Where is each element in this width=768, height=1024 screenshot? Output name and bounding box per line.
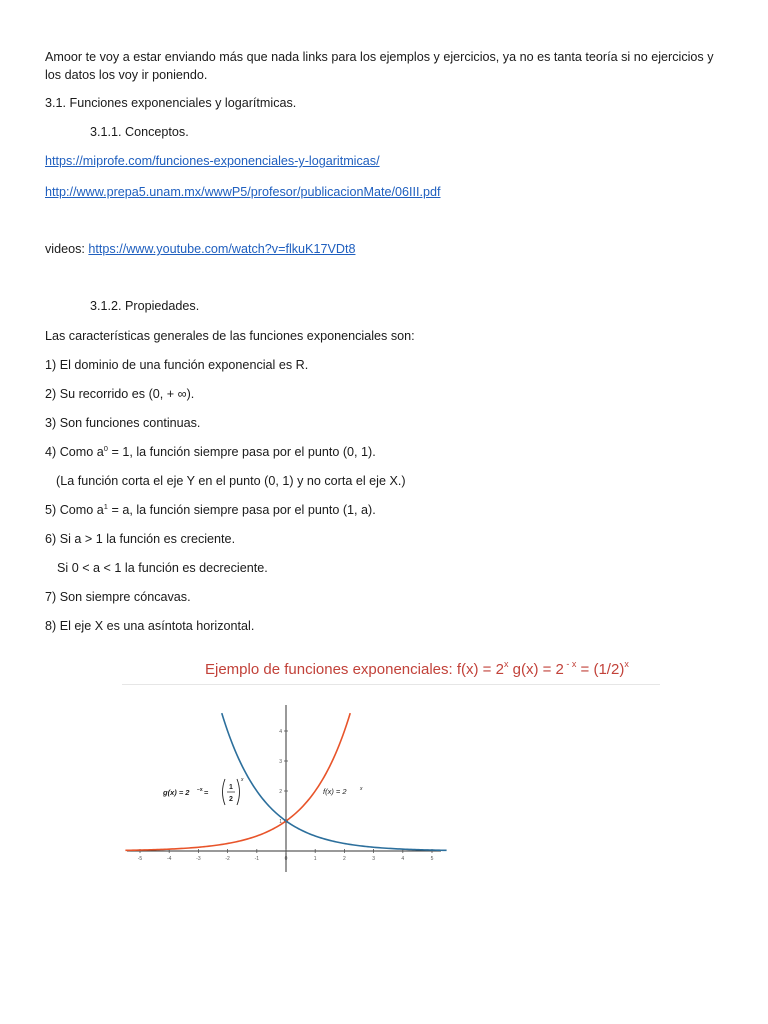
property-4: [45, 444, 376, 461]
x-tick-label: 5: [430, 856, 434, 862]
property-2: 2) Su recorrido es (0, + ∞).: [45, 387, 195, 401]
g-paren-right: [237, 779, 240, 805]
property-4-rest: = 1, la función siempre pasa por el punto (0, 1).: [107, 445, 376, 459]
chart-labels: [162, 777, 363, 805]
x-tick-label: 1: [313, 856, 317, 862]
property-1: 1) El dominio de una función exponencial es R.: [45, 358, 309, 372]
property-5-rest: = a, la función siempre pasa por el punto (1, a).: [107, 503, 376, 517]
x-tick-label: -4: [166, 856, 172, 862]
chart-ticks: [138, 729, 434, 862]
g-fraction-exponent: x: [241, 777, 244, 783]
videos-line: [45, 241, 355, 258]
property-4-exponent: 0: [103, 444, 108, 453]
property-3: 3) Son funciones continuas.: [45, 416, 201, 430]
g-fraction-numerator: 1: [229, 784, 233, 791]
y-tick-label: 3: [279, 759, 282, 765]
figure-title-exp1: x: [503, 659, 509, 669]
figure-title-exp3: x: [624, 659, 629, 669]
intro-paragraph: Amoor te voy a estar enviando más que nada links para los ejemplos y ejercicios, ya no es tanta teoría si no ejercicios y los datos los voy ir poniendo.: [45, 50, 714, 82]
property-4-text: 4) Como a: [45, 445, 104, 459]
videos-label: videos:: [45, 242, 89, 256]
g-label-exponent: −x: [197, 787, 203, 793]
property-6: 6) Si a > 1 la función es creciente.: [45, 532, 236, 546]
property-5: [45, 502, 376, 519]
x-tick-label: 3: [372, 856, 375, 862]
property-4-note: (La función corta el eje Y en el punto (0, 1) y no corta el eje X.): [56, 474, 406, 488]
y-tick-label: 1: [279, 819, 282, 825]
g-paren-left: [223, 779, 226, 805]
y-tick-label: 4: [279, 729, 282, 735]
property-7: 7) Son siempre cóncavas.: [45, 590, 191, 604]
g-label: g(x) = 2: [163, 788, 190, 797]
x-tick-label: -2: [225, 856, 230, 862]
figure-title-g: g(x) = 2: [508, 661, 564, 678]
x-tick-label: 0: [284, 856, 288, 862]
subsection-properties: 3.1.2. Propiedades.: [90, 299, 200, 313]
figure-title-half: = (1/2): [576, 661, 625, 678]
subsection-concepts: 3.1.1. Conceptos.: [90, 125, 189, 139]
figure-title-f: Ejemplo de funciones exponenciales: f(x) = 2: [205, 661, 504, 678]
x-tick-label: -1: [254, 856, 260, 862]
link-miprofe[interactable]: https://miprofe.com/funciones-exponenciales-y-logaritmicas/: [45, 154, 380, 168]
link-prepa5[interactable]: http://www.prepa5.unam.mx/wwwP5/profesor/publicacionMate/06III.pdf: [45, 185, 441, 199]
property-8: 8) El eje X es una asíntota horizontal.: [45, 619, 255, 633]
properties-intro: Las características generales de las funciones exponenciales son:: [45, 329, 415, 343]
g-label-equals: =: [204, 788, 209, 797]
property-5-text: 5) Como a: [45, 503, 104, 517]
chart-axes: [127, 705, 441, 872]
property-5-exponent: 1: [103, 502, 108, 511]
x-tick-label: 2: [343, 856, 346, 862]
figure-title-exp2: - x: [563, 659, 577, 669]
link-youtube[interactable]: https://www.youtube.com/watch?v=flkuK17VDt8: [88, 242, 356, 256]
property-6b: Si 0 < a < 1 la función es decreciente.: [57, 561, 268, 575]
x-tick-label: -3: [196, 856, 201, 862]
f-label: f(x) = 2: [323, 787, 347, 796]
x-tick-label: 4: [401, 856, 405, 862]
section-heading: 3.1. Funciones exponenciales y logarítmicas.: [45, 96, 297, 110]
chart-series: [125, 713, 446, 850]
series-line-f: [125, 713, 350, 850]
y-tick-label: 2: [279, 789, 282, 795]
figure-divider: [122, 684, 660, 685]
figure-title: [205, 661, 629, 678]
f-label-exponent: x: [360, 786, 363, 792]
x-tick-label: -5: [137, 856, 143, 862]
series-line-g: [222, 713, 447, 850]
g-fraction-denominator: 2: [229, 796, 233, 803]
